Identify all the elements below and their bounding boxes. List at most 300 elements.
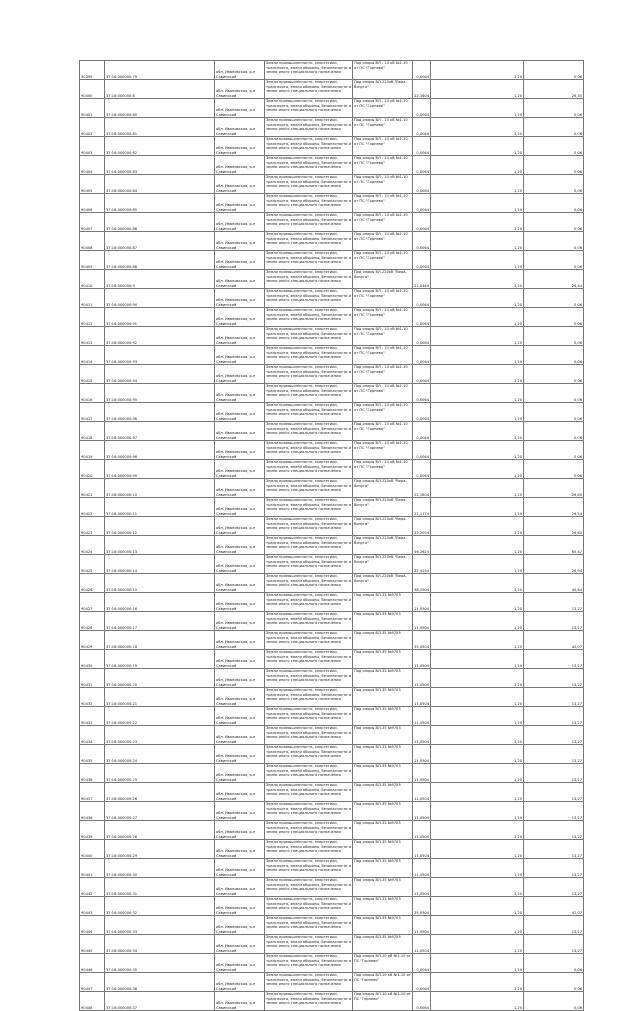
location-cell: обл. Ивановская, р-н Савинский <box>215 270 265 289</box>
row-number-cell: 90444 <box>80 916 105 935</box>
location-cell: обл. Ивановская, р-н Савинский <box>215 99 265 118</box>
area-cell: 22,2054 <box>413 517 431 536</box>
location-cell: обл. Ивановская, р-н Савинский <box>215 194 265 213</box>
cadastral-number-cell: 37:16:000000:15 <box>105 574 215 593</box>
value-cell: 0,06 <box>524 251 584 270</box>
row-number-cell: 90424 <box>80 536 105 555</box>
area-cell: 0,0064 <box>413 289 431 308</box>
coefficient-cell: 1,20 <box>431 422 524 441</box>
row-number-cell: 90434 <box>80 726 105 745</box>
table-row <box>80 99 584 118</box>
cadastral-number-cell: 37:16:000000:99 <box>105 460 215 479</box>
table-row <box>80 289 584 308</box>
coefficient-cell: 1,20 <box>431 821 524 840</box>
row-number-cell: 90428 <box>80 612 105 631</box>
cadastral-number-cell: 37:16:000000:98 <box>105 441 215 460</box>
row-number-cell: 90446 <box>80 954 105 973</box>
row-number-cell: 90414 <box>80 346 105 365</box>
land-category-cell: Земли промышленности, энергетики, транспорта, земли обороны, безопасности и земли иного специального назначения <box>265 973 353 992</box>
table-row <box>80 194 584 213</box>
area-cell: 0,0064 <box>413 137 431 156</box>
land-category-cell: Земли промышленности, энергетики, транспорта, земли обороны, безопасности и земли иного специального назначения <box>265 536 353 555</box>
cadastral-number-cell: 37:16:000000:20 <box>105 669 215 688</box>
land-category-cell: Земли промышленности, энергетики, транспорта, земли обороны, безопасности и земли иного специального назначения <box>265 707 353 726</box>
coefficient-cell: 1,20 <box>431 251 524 270</box>
cadastral-number-cell: 37:16:000000:13 <box>105 536 215 555</box>
permitted-use-cell: Под опоры ВЛ-35 №9703 <box>353 764 413 783</box>
land-category-cell: Земли промышленности, энергетики, транспорта, земли обороны, безопасности и земли иного специального назначения <box>265 498 353 517</box>
value-cell: 13,27 <box>524 878 584 897</box>
permitted-use-cell: Под опоры ВЛ - 10 кВ №1-10 от ПС "Горнево" <box>353 232 413 251</box>
coefficient-cell: 1,20 <box>431 517 524 536</box>
coefficient-cell: 1,20 <box>431 156 524 175</box>
table-row <box>80 840 584 859</box>
table-row <box>80 80 584 99</box>
table-row <box>80 118 584 137</box>
coefficient-cell: 1,20 <box>431 441 524 460</box>
row-number-cell: 90416 <box>80 384 105 403</box>
area-cell: 0,0064 <box>413 327 431 346</box>
area-cell: 11,0504 <box>413 593 431 612</box>
row-number-cell: 90411 <box>80 289 105 308</box>
value-cell: 0,06 <box>524 118 584 137</box>
value-cell: 13,27 <box>524 707 584 726</box>
land-category-cell: Земли промышленности, энергетики, транспорта, земли обороны, безопасности и земли иного специального назначения <box>265 726 353 745</box>
row-number-cell: 90447 <box>80 973 105 992</box>
area-cell: 22,1604 <box>413 80 431 99</box>
cadastral-number-cell: 37:16:000000:29 <box>105 840 215 859</box>
value-cell: 13,27 <box>524 935 584 954</box>
table-row <box>80 859 584 878</box>
land-category-cell: Земли промышленности, энергетики, транспорта, земли обороны, безопасности и земли иного специального назначения <box>265 593 353 612</box>
location-cell: обл. Ивановская, р-н Савинский <box>215 916 265 935</box>
land-category-cell: Земли промышленности, энергетики, транспорта, земли обороны, безопасности и земли иного специального назначения <box>265 517 353 536</box>
area-cell: 22,1174 <box>413 498 431 517</box>
cadastral-number-cell: 37:16:000000:32 <box>105 897 215 916</box>
row-number-cell: 90443 <box>80 897 105 916</box>
coefficient-cell: 1,20 <box>431 878 524 897</box>
permitted-use-cell: Под опоры ВЛ - 10 кВ №1-10 от ПС "Горнево" <box>353 213 413 232</box>
value-cell: 13,27 <box>524 745 584 764</box>
table-row <box>80 308 584 327</box>
land-category-cell: Земли промышленности, энергетики, транспорта, земли обороны, безопасности и земли иного специального назначения <box>265 840 353 859</box>
location-cell: обл. Ивановская, р-н Савинский <box>215 137 265 156</box>
value-cell: 26,65 <box>524 517 584 536</box>
cadastral-number-cell: 37:16:000000:33 <box>105 916 215 935</box>
permitted-use-cell: Под опоры ВЛ - 10 кВ №1-10 от ПС "Горнево" <box>353 289 413 308</box>
land-category-cell: Земли промышленности, энергетики, транспорта, земли обороны, безопасности и земли иного специального назначения <box>265 403 353 422</box>
cadastral-number-cell: 37:16:000000:19 <box>105 650 215 669</box>
land-category-cell: Земли промышленности, энергетики, транспорта, земли обороны, безопасности и земли иного специального назначения <box>265 916 353 935</box>
location-cell: обл. Ивановская, р-н Савинский <box>215 498 265 517</box>
value-cell: 13,27 <box>524 688 584 707</box>
location-cell: обл. Ивановская, р-н Савинский <box>215 555 265 574</box>
table-row <box>80 821 584 840</box>
cadastral-number-cell: 37:16:000000:23 <box>105 726 215 745</box>
location-cell: обл. Ивановская, р-н Савинский <box>215 897 265 916</box>
area-cell: 0,0064 <box>413 441 431 460</box>
value-cell: 0,06 <box>524 232 584 251</box>
area-cell: 11,0504 <box>413 764 431 783</box>
permitted-use-cell: Под опоры ВЛ-35 №9703 <box>353 783 413 802</box>
table-row <box>80 631 584 650</box>
row-number-cell: 90433 <box>80 707 105 726</box>
permitted-use-cell: Под опоры ВЛ-220кВ "Вера-Вичуга" <box>353 479 413 498</box>
table-row <box>80 232 584 251</box>
row-number-cell: 90409 <box>80 251 105 270</box>
location-cell: обл. Ивановская, р-н Савинский <box>215 460 265 479</box>
cadastral-number-cell: 37:16:000000:18 <box>105 631 215 650</box>
row-number-cell: 90401 <box>80 99 105 118</box>
location-cell: обл. Ивановская, р-н Савинский <box>215 574 265 593</box>
value-cell: 13,27 <box>524 783 584 802</box>
location-cell: обл. Ивановская, р-н Савинский <box>215 536 265 555</box>
table-row <box>80 973 584 992</box>
area-cell: 0,0064 <box>413 99 431 118</box>
location-cell: обл. Ивановская, р-н Савинский <box>215 688 265 707</box>
cadastral-number-cell: 37:16:000000:82 <box>105 137 215 156</box>
cadastral-number-cell: 37:16:000000:10 <box>105 479 215 498</box>
coefficient-cell: 1,20 <box>431 764 524 783</box>
permitted-use-cell: Под опоры ВЛ - 10 кВ №1-10 от ПС "Горнево" <box>353 441 413 460</box>
permitted-use-cell: Под опоры ВЛ-10 кВ №1-10 от ПС "Горнево" <box>353 992 413 1011</box>
value-cell: 0,06 <box>524 365 584 384</box>
cadastral-number-cell: 37:16:000000:22 <box>105 707 215 726</box>
table-row <box>80 593 584 612</box>
value-cell: 42,07 <box>524 631 584 650</box>
land-category-cell: Земли промышленности, энергетики, транспорта, земли обороны, безопасности и земли иного специального назначения <box>265 555 353 574</box>
coefficient-cell: 1,20 <box>431 574 524 593</box>
area-cell: 0,0064 <box>413 194 431 213</box>
cadastral-number-cell: 37:16:000000:35 <box>105 954 215 973</box>
location-cell: обл. Ивановская, р-н Савинский <box>215 764 265 783</box>
land-category-cell: Земли промышленности, энергетики, транспорта, земли обороны, безопасности и земли иного специального назначения <box>265 61 353 80</box>
area-cell: 11,0504 <box>413 612 431 631</box>
permitted-use-cell: Под опоры ВЛ - 10 кВ №1-10 от ПС "Горнево" <box>353 137 413 156</box>
coefficient-cell: 1,20 <box>431 175 524 194</box>
land-category-cell: Земли промышленности, энергетики, транспорта, земли обороны, безопасности и земли иного специального назначения <box>265 213 353 232</box>
area-cell: 35,0504 <box>413 631 431 650</box>
permitted-use-cell: Под опоры ВЛ-35 №9703 <box>353 859 413 878</box>
coefficient-cell: 1,20 <box>431 802 524 821</box>
row-number-cell: 90445 <box>80 935 105 954</box>
table-row <box>80 403 584 422</box>
area-cell: 11,0504 <box>413 745 431 764</box>
row-number-cell: 90400 <box>80 80 105 99</box>
coefficient-cell: 1,20 <box>431 403 524 422</box>
value-cell: 0,06 <box>524 137 584 156</box>
coefficient-cell: 1,20 <box>431 973 524 992</box>
table-row <box>80 346 584 365</box>
value-cell: 0,06 <box>524 460 584 479</box>
row-number-cell: 90427 <box>80 593 105 612</box>
land-category-cell: Земли промышленности, энергетики, транспорта, земли обороны, безопасности и земли иного специального назначения <box>265 821 353 840</box>
cadastral-number-cell: 37:16:000000:83 <box>105 156 215 175</box>
value-cell: 0,06 <box>524 289 584 308</box>
land-category-cell: Земли промышленности, энергетики, транспорта, земли обороны, безопасности и земли иного специального назначения <box>265 745 353 764</box>
area-cell: 11,0504 <box>413 650 431 669</box>
row-number-cell: 90405 <box>80 175 105 194</box>
row-number-cell: 90407 <box>80 213 105 232</box>
permitted-use-cell: Под опоры ВЛ - 10 кВ №1-10 от ПС "Горнево" <box>353 384 413 403</box>
row-number-cell: 90410 <box>80 270 105 289</box>
coefficient-cell: 1,20 <box>431 935 524 954</box>
table-row <box>80 422 584 441</box>
land-category-cell: Земли промышленности, энергетики, транспорта, земли обороны, безопасности и земли иного специального назначения <box>265 669 353 688</box>
land-category-cell: Земли промышленности, энергетики, транспорта, земли обороны, безопасности и земли иного специального назначения <box>265 992 353 1011</box>
area-cell: 0,0064 <box>413 156 431 175</box>
permitted-use-cell: Под опоры ВЛ-35 №9703 <box>353 802 413 821</box>
coefficient-cell: 1,20 <box>431 99 524 118</box>
cadastral-number-cell: 37:16:000000:79 <box>105 61 215 80</box>
cadastral-number-cell: 37:16:000000:85 <box>105 194 215 213</box>
table-row <box>80 137 584 156</box>
area-cell: 38,1904 <box>413 574 431 593</box>
cadastral-number-cell: 37:16:000000:95 <box>105 384 215 403</box>
land-category-cell: Земли промышленности, энергетики, транспорта, земли обороны, безопасности и земли иного специального назначения <box>265 175 353 194</box>
table-row <box>80 460 584 479</box>
area-cell: 11,0504 <box>413 688 431 707</box>
location-cell: обл. Ивановская, р-н Савинский <box>215 232 265 251</box>
location-cell: обл. Ивановская, р-н Савинский <box>215 650 265 669</box>
area-cell: 56,2624 <box>413 536 431 555</box>
permitted-use-cell: Под опоры ВЛ-35 №9703 <box>353 650 413 669</box>
coefficient-cell: 1,20 <box>431 308 524 327</box>
location-cell: обл. Ивановская, р-н Савинский <box>215 669 265 688</box>
table-row <box>80 935 584 954</box>
table-row <box>80 650 584 669</box>
land-category-cell: Земли промышленности, энергетики, транспорта, земли обороны, безопасности и земли иного специального назначения <box>265 783 353 802</box>
row-number-cell: 90439 <box>80 821 105 840</box>
row-number-cell: 90404 <box>80 156 105 175</box>
value-cell: 42,07 <box>524 897 584 916</box>
value-cell: 45,84 <box>524 574 584 593</box>
area-cell: 0,0064 <box>413 973 431 992</box>
row-number-cell: 90421 <box>80 479 105 498</box>
cadastral-number-cell: 37:16:000000:17 <box>105 612 215 631</box>
land-category-cell: Земли промышленности, энергетики, транспорта, земли обороны, безопасности и земли иного специального назначения <box>265 802 353 821</box>
permitted-use-cell: Под опоры ВЛ-35 №9703 <box>353 707 413 726</box>
row-number-cell: 90402 <box>80 118 105 137</box>
value-cell: 0,06 <box>524 973 584 992</box>
land-category-cell: Земли промышленности, энергетики, транспорта, земли обороны, безопасности и земли иного специального назначения <box>265 422 353 441</box>
coefficient-cell: 1,20 <box>431 80 524 99</box>
table-row <box>80 156 584 175</box>
cadastral-number-cell: 37:16:000000:91 <box>105 308 215 327</box>
row-number-cell: 90403 <box>80 137 105 156</box>
land-category-cell: Земли промышленности, энергетики, транспорта, земли обороны, безопасности и земли иного специального назначения <box>265 270 353 289</box>
value-cell: 0,06 <box>524 99 584 118</box>
permitted-use-cell: Под опоры ВЛ-220кВ "Вера-Вичуга" <box>353 536 413 555</box>
value-cell: 0,06 <box>524 346 584 365</box>
area-cell: 0,0064 <box>413 346 431 365</box>
permitted-use-cell: Под опоры ВЛ - 10 кВ №1-10 от ПС "Горнево" <box>353 346 413 365</box>
area-cell: 11,0504 <box>413 783 431 802</box>
coefficient-cell: 1,20 <box>431 536 524 555</box>
value-cell: 0,06 <box>524 327 584 346</box>
coefficient-cell: 1,20 <box>431 270 524 289</box>
coefficient-cell: 1,20 <box>431 726 524 745</box>
location-cell: обл. Ивановская, р-н Савинский <box>215 821 265 840</box>
permitted-use-cell: Под опоры ВЛ-35 №9703 <box>353 631 413 650</box>
location-cell: обл. Ивановская, р-н Савинский <box>215 878 265 897</box>
value-cell: 0,06 <box>524 422 584 441</box>
area-cell: 0,0064 <box>413 460 431 479</box>
permitted-use-cell: Под опоры ВЛ-35 №9703 <box>353 821 413 840</box>
cadastral-number-cell: 37:16:000000:30 <box>105 859 215 878</box>
cadastral-number-cell: 37:16:000000:25 <box>105 764 215 783</box>
value-cell: 0,06 <box>524 954 584 973</box>
land-category-cell: Земли промышленности, энергетики, транспорта, земли обороны, безопасности и земли иного специального назначения <box>265 156 353 175</box>
permitted-use-cell: Под опоры ВЛ-10 кВ №1-10 от ПС "Горнево" <box>353 954 413 973</box>
row-number-cell: 90426 <box>80 574 105 593</box>
location-cell: обл. Ивановская, р-н Савинский <box>215 118 265 137</box>
table-row <box>80 574 584 593</box>
area-cell: 0,0064 <box>413 308 431 327</box>
coefficient-cell: 1,20 <box>431 498 524 517</box>
permitted-use-cell: Под опоры ВЛ-35 №9703 <box>353 897 413 916</box>
coefficient-cell: 1,20 <box>431 327 524 346</box>
area-cell: 0,0064 <box>413 384 431 403</box>
row-number-cell: 90437 <box>80 783 105 802</box>
cadastral-number-cell: 37:16:000000:80 <box>105 99 215 118</box>
land-category-cell: Земли промышленности, энергетики, транспорта, земли обороны, безопасности и земли иного специального назначения <box>265 118 353 137</box>
value-cell: 0,06 <box>524 308 584 327</box>
area-cell: 0,0064 <box>413 403 431 422</box>
value-cell: 26,44 <box>524 270 584 289</box>
land-category-cell: Земли промышленности, энергетики, транспорта, земли обороны, безопасности и земли иного специального назначения <box>265 346 353 365</box>
table-row <box>80 61 584 80</box>
land-category-cell: Земли промышленности, энергетики, транспорта, земли обороны, безопасности и земли иного специального назначения <box>265 384 353 403</box>
cadastral-number-cell: 37:16:000000:11 <box>105 498 215 517</box>
land-category-cell: Земли промышленности, энергетики, транспорта, земли обороны, безопасности и земли иного специального назначения <box>265 137 353 156</box>
land-category-cell: Земли промышленности, энергетики, транспорта, земли обороны, безопасности и земли иного специального назначения <box>265 80 353 99</box>
land-category-cell: Земли промышленности, энергетики, транспорта, земли обороны, безопасности и земли иного специального назначения <box>265 441 353 460</box>
location-cell: обл. Ивановская, р-н Савинский <box>215 935 265 954</box>
row-number-cell: 90425 <box>80 555 105 574</box>
cadastral-number-cell: 37:16:000000:81 <box>105 118 215 137</box>
value-cell: 0,06 <box>524 156 584 175</box>
coefficient-cell: 1,20 <box>431 289 524 308</box>
table-row <box>80 745 584 764</box>
row-number-cell: 90440 <box>80 840 105 859</box>
cadastral-number-cell: 37:16:000000:97 <box>105 422 215 441</box>
table-row <box>80 251 584 270</box>
table-row <box>80 707 584 726</box>
table-row <box>80 175 584 194</box>
coefficient-cell: 1,20 <box>431 916 524 935</box>
table-row <box>80 764 584 783</box>
area-cell: 22,4254 <box>413 555 431 574</box>
value-cell: 13,27 <box>524 764 584 783</box>
row-number-cell: 90448 <box>80 992 105 1011</box>
row-number-cell: 90420 <box>80 460 105 479</box>
location-cell: обл. Ивановская, р-н Савинский <box>215 612 265 631</box>
cadastral-number-cell: 37:16:000000:86 <box>105 213 215 232</box>
coefficient-cell: 1,20 <box>431 593 524 612</box>
permitted-use-cell: Под опоры ВЛ - 10 кВ №1-10 от ПС "Горнево" <box>353 118 413 137</box>
land-category-cell: Земли промышленности, энергетики, транспорта, земли обороны, безопасности и земли иного специального назначения <box>265 251 353 270</box>
permitted-use-cell: Под опоры ВЛ-35 №9703 <box>353 745 413 764</box>
cadastral-number-cell: 37:16:000000:93 <box>105 346 215 365</box>
permitted-use-cell: Под опоры ВЛ-220кВ "Вера-Вичуга" <box>353 80 413 99</box>
location-cell: обл. Ивановская, р-н Савинский <box>215 973 265 992</box>
coefficient-cell: 1,20 <box>431 346 524 365</box>
value-cell: 26,60 <box>524 479 584 498</box>
land-category-cell: Земли промышленности, энергетики, транспорта, земли обороны, безопасности и земли иного специального назначения <box>265 308 353 327</box>
coefficient-cell: 1,20 <box>431 384 524 403</box>
value-cell: 13,27 <box>524 802 584 821</box>
row-number-cell: 90406 <box>80 194 105 213</box>
permitted-use-cell: Под опоры ВЛ - 10 кВ №1-10 от ПС "Горнево" <box>353 99 413 118</box>
value-cell: 13,27 <box>524 650 584 669</box>
coefficient-cell: 1,20 <box>431 897 524 916</box>
table-row <box>80 479 584 498</box>
land-category-cell: Земли промышленности, энергетики, транспорта, земли обороны, безопасности и земли иного специального назначения <box>265 897 353 916</box>
location-cell: обл. Ивановская, р-н Савинский <box>215 745 265 764</box>
table-row <box>80 384 584 403</box>
area-cell: 0,0064 <box>413 365 431 384</box>
table-row <box>80 517 584 536</box>
land-category-cell: Земли промышленности, энергетики, транспорта, земли обороны, безопасности и земли иного специального назначения <box>265 954 353 973</box>
location-cell: обл. Ивановская, р-н Савинский <box>215 726 265 745</box>
value-cell: 0,06 <box>524 194 584 213</box>
permitted-use-cell: Под опоры ВЛ-35 №9703 <box>353 935 413 954</box>
table-row <box>80 669 584 688</box>
table-row <box>80 365 584 384</box>
permitted-use-cell: Под опоры ВЛ-35 №9703 <box>353 688 413 707</box>
location-cell: обл. Ивановская, р-н Савинский <box>215 346 265 365</box>
value-cell: 0,06 <box>524 403 584 422</box>
table-row <box>80 916 584 935</box>
row-number-cell: 90432 <box>80 688 105 707</box>
value-cell: 13,27 <box>524 726 584 745</box>
location-cell: обл. Ивановская, р-н Савинский <box>215 213 265 232</box>
location-cell: обл. Ивановская, р-н Савинский <box>215 251 265 270</box>
permitted-use-cell: Под опоры ВЛ-35 №9703 <box>353 878 413 897</box>
row-number-cell: 90431 <box>80 669 105 688</box>
cadastral-number-cell: 37:16:000000:14 <box>105 555 215 574</box>
value-cell: 13,27 <box>524 859 584 878</box>
location-cell: обл. Ивановская, р-н Савинский <box>215 517 265 536</box>
table-row <box>80 688 584 707</box>
permitted-use-cell: Под опоры ВЛ - 10 кВ №1-10 от ПС "Горнево" <box>353 194 413 213</box>
land-category-cell: Земли промышленности, энергетики, транспорта, земли обороны, безопасности и земли иного специального назначения <box>265 764 353 783</box>
row-number-cell: 90412 <box>80 308 105 327</box>
row-number-cell: 90413 <box>80 327 105 346</box>
land-category-cell: Земли промышленности, энергетики, транспорта, земли обороны, безопасности и земли иного специального назначения <box>265 232 353 251</box>
location-cell: обл. Ивановская, р-н Савинский <box>215 802 265 821</box>
location-cell: обл. Ивановская, р-н Савинский <box>215 631 265 650</box>
permitted-use-cell: Под опоры ВЛ-35 №9703 <box>353 593 413 612</box>
cadastral-number-cell: 37:16:000000:27 <box>105 802 215 821</box>
permitted-use-cell: Под опоры ВЛ-35 №9703 <box>353 840 413 859</box>
cadastral-value-table <box>79 60 583 1011</box>
coefficient-cell: 1,20 <box>431 631 524 650</box>
row-number-cell: 90399 <box>80 61 105 80</box>
row-number-cell: 90417 <box>80 403 105 422</box>
coefficient-cell: 1,20 <box>431 232 524 251</box>
value-cell: 13,27 <box>524 669 584 688</box>
cadastral-number-cell: 37:16:000000:26 <box>105 783 215 802</box>
table-row <box>80 612 584 631</box>
location-cell: обл. Ивановская, р-н Савинский <box>215 954 265 973</box>
coefficient-cell: 1,20 <box>431 213 524 232</box>
cadastral-number-cell: 37:16:000000:88 <box>105 251 215 270</box>
location-cell: обл. Ивановская, р-н Савинский <box>215 365 265 384</box>
table-row <box>80 270 584 289</box>
row-number-cell: 90430 <box>80 650 105 669</box>
